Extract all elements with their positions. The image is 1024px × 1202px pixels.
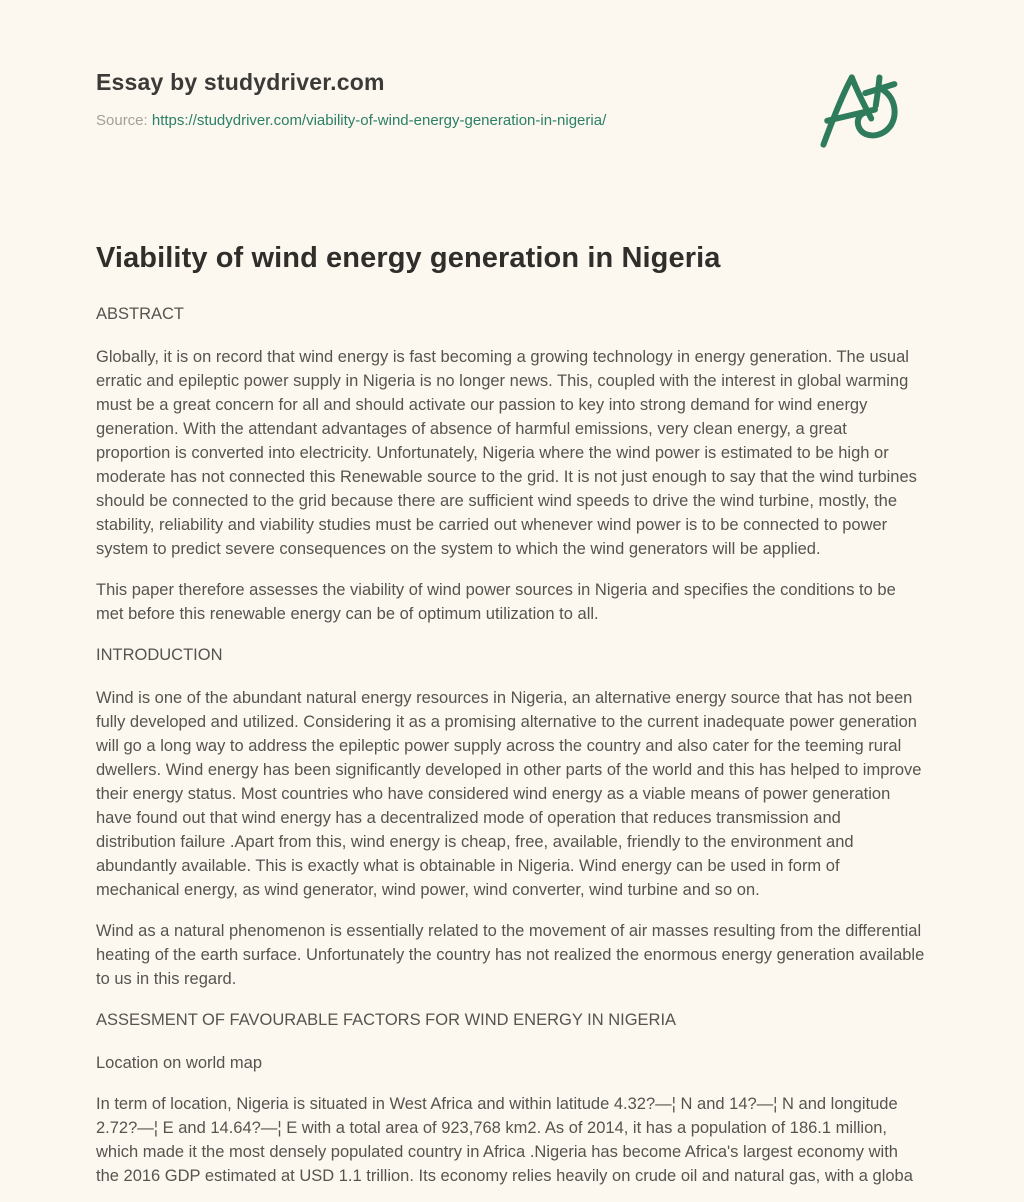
- article: [96, 240, 925, 1188]
- article-body: [96, 302, 925, 1188]
- paragraph: Wind is one of the abundant natural energy resources in Nigeria, an alternative energy source that has not been fully developed and utilized. Considering it as a promising alternative to the current inadequate power generation will go a long way to address the epileptic power supply across the country and also cater for the teeming rural dwellers. Wind energy has been significantly developed in other parts of the world and this has helped to improve their energy status. Most countries who have considered wind energy as a viable means of power generation have found out that wind energy has a decentralized mode of operation that reduces transmission and distribution failure .Apart from this, wind energy is cheap, free, available, friendly to the environment and abundantly available. This is exactly what is obtainable in Nigeria. Wind energy can be used in form of mechanical energy, as wind generator, wind power, wind converter, wind turbine and so on.: [96, 689, 922, 899]
- article-title: Viability of wind energy generation in Nigeria: [96, 242, 721, 274]
- section-heading: Location on world map: [96, 1054, 263, 1072]
- a-plus-logo: [816, 58, 928, 176]
- paragraph: In term of location, Nigeria is situated in West Africa and within latitude 4.32?—¦ N and 14?—¦ N and longitude 2.72?—¦ E and 14.64?—¦ E with a total area of 923,768 km2. As of 2014, it has a population of 186.1 million, which made it the most densely populated country in Africa .Nigeria has become Africa's largest economy with the 2016 GDP estimated at USD 1.1 trillion. Its economy relies heavily on crude oil and natural gas, with a globa: [96, 1095, 913, 1185]
- section-heading: ASSESMENT OF FAVOURABLE FACTORS FOR WIND ENERGY IN NIGERIA: [96, 1011, 677, 1029]
- page-header: [96, 68, 925, 131]
- source-label: Source:: [96, 112, 148, 129]
- header-title: Essay by studydriver.com: [96, 69, 385, 95]
- source-line: [96, 111, 925, 131]
- section-heading: ABSTRACT: [96, 305, 185, 323]
- paragraph: Globally, it is on record that wind energy is fast becoming a growing technology in energy generation. The usual erratic and epileptic power supply in Nigeria is no longer news. This, coupled with the interest in global warming must be a great concern for all and should activate our passion to key into strong demand for wind energy generation. With the attendant advantages of absence of harmful emissions, very clean energy, a great proportion is converted into electricity. Unfortunately, Nigeria where the wind power is estimated to be high or moderate has not connected this Renewable source to the grid. It is not just enough to say that the wind turbines should be connected to the grid because there are sufficient wind speeds to drive the wind turbine, mostly, the stability, reliability and viability studies must be carried out whenever wind power is to be connected to power system to predict severe consequences on the system to which the wind generators will be applied.: [96, 348, 917, 558]
- source-link[interactable]: https://studydriver.com/viability-of-wind-energy-generation-in-nigeria/: [151, 112, 607, 129]
- section-heading: INTRODUCTION: [96, 646, 223, 664]
- paragraph: Wind as a natural phenomenon is essentially related to the movement of air masses resulting from the differential heating of the earth surface. Unfortunately the country has not realized the enormous energy generation available to us in this regard.: [96, 922, 925, 988]
- paragraph: This paper therefore assesses the viability of wind power sources in Nigeria and specifies the conditions to be met before this renewable energy can be of optimum utilization to all.: [96, 581, 896, 623]
